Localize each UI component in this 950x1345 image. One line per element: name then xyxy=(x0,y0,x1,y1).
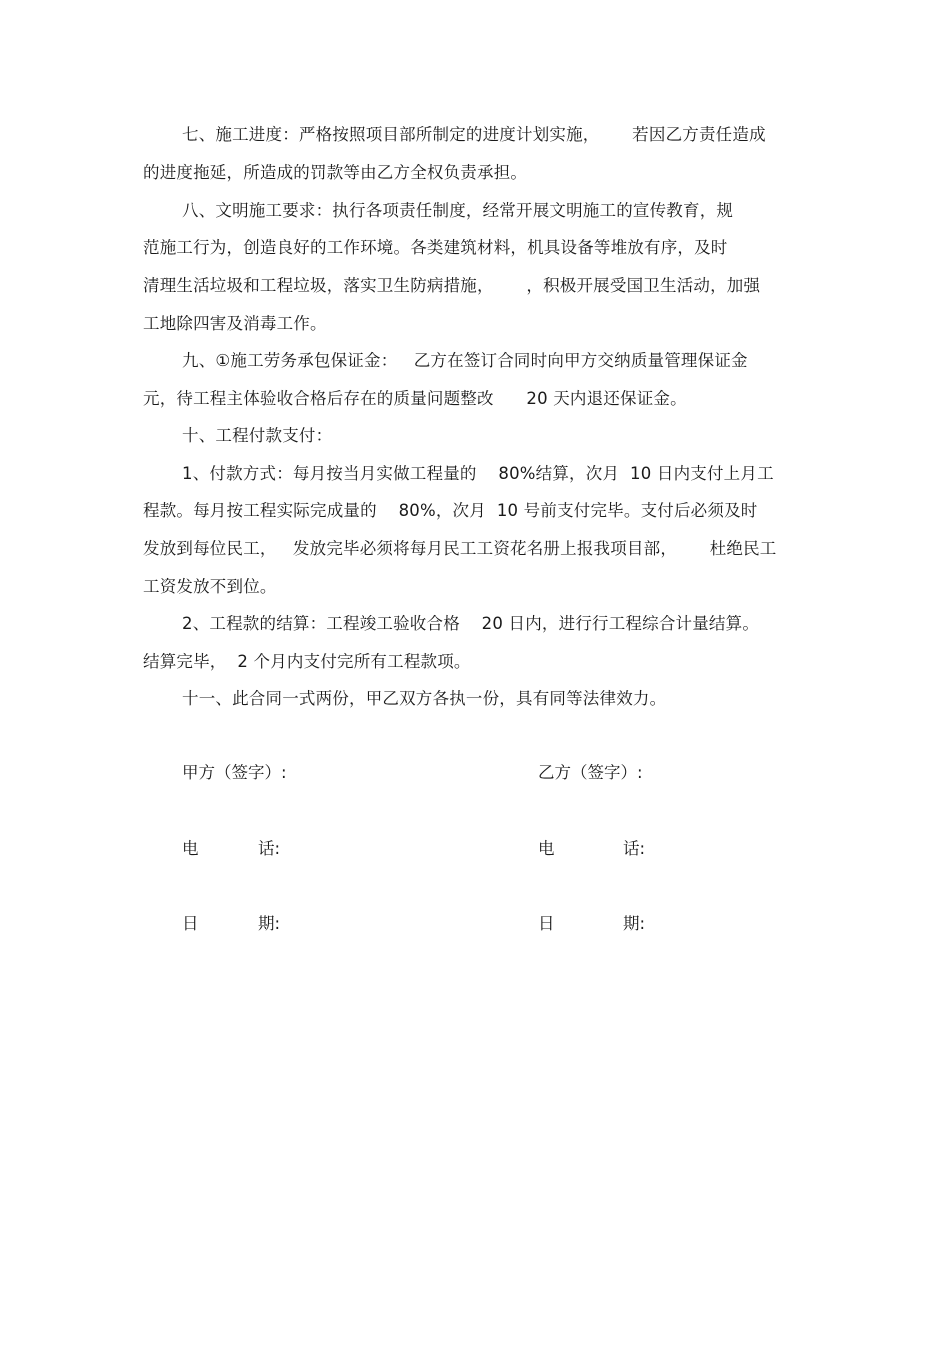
clause-11-line: 十一、此合同一式两份，甲乙双方各执一份，具有同等法律效力。 xyxy=(182,689,667,708)
clause-10-1-line-1: 1、付款方式：每月按当月实做工程量的 80%结算，次月 10 日内支付上月工 xyxy=(182,464,774,483)
clause-8-line-2: 范施工行为，创造良好的工作环境。各类建筑材料，机具设备等堆放有序，及时 xyxy=(143,238,728,257)
party-b-phone-char-2: 话: xyxy=(623,839,646,858)
party-a-date-char-2: 期: xyxy=(258,914,281,933)
clause-9-line-2: 元，待工程主体验收合格后存在的质量问题整改 20 天内退还保证金。 xyxy=(143,389,687,408)
clause-10-2-line-2: 结算完毕， 2 个月内支付完所有工程款项。 xyxy=(143,652,471,671)
party-a-phone-char-1: 电 xyxy=(182,839,199,858)
party-a-phone-char-2: 话: xyxy=(258,839,281,858)
clause-8-line-1: 八、文明施工要求：执行各项责任制度，经常开展文明施工的宣传教育，规 xyxy=(182,201,734,220)
party-b-date-char-2: 期: xyxy=(623,914,646,933)
party-a-date-char-1: 日 xyxy=(182,914,199,933)
clause-8-line-4: 工地除四害及消毒工作。 xyxy=(143,314,327,333)
clause-10-1-line-4: 工资发放不到位。 xyxy=(143,577,277,596)
clause-8-line-3: 清理生活垃圾和工程垃圾，落实卫生防病措施， ，积极开展受国卫生活动，加强 xyxy=(143,276,761,295)
party-b-phone-char-1: 电 xyxy=(538,839,555,858)
party-b-date-char-1: 日 xyxy=(538,914,555,933)
clause-9-line-1: 九、①施工劳务承包保证金： 乙方在签订合同时向甲方交纳质量管理保证金 xyxy=(182,351,748,370)
clause-10-heading: 十、工程付款支付： xyxy=(182,426,333,445)
party-b-signature-label: 乙方（签字）: xyxy=(538,763,643,782)
clause-7-line-1: 七、施工进度：严格按照项目部所制定的进度计划实施， 若因乙方责任造成 xyxy=(182,125,766,144)
party-a-signature-label: 甲方（签字）: xyxy=(182,763,287,782)
clause-10-1-line-2: 程款。每月按工程实际完成量的 80%，次月 10 号前支付完毕。支付后必须及时 xyxy=(143,501,758,520)
clause-10-1-line-3: 发放到每位民工， 发放完毕必须将每月民工工资花名册上报我项目部， 杜绝民工 xyxy=(143,539,777,558)
clause-7-line-2: 的进度拖延，所造成的罚款等由乙方全权负责承担。 xyxy=(143,163,528,182)
clause-10-2-line-1: 2、工程款的结算：工程竣工验收合格 20 日内，进行行工程综合计量结算。 xyxy=(182,614,760,633)
